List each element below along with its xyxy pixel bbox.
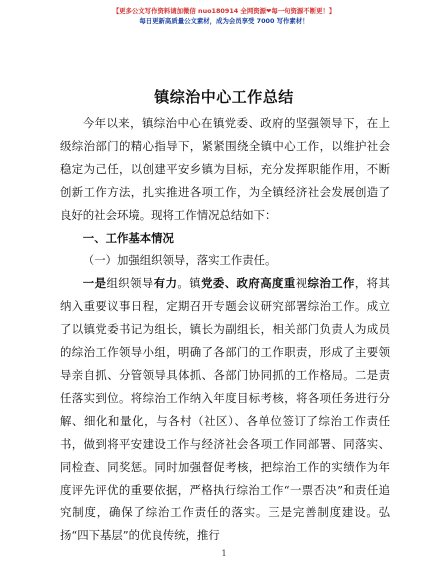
document-title: 镇综治中心工作总结 <box>154 88 294 106</box>
promo-banner-line-2: 每日更新高质量公文素材，成为会员享受 7000 写作素材！ <box>139 17 309 25</box>
promo-banner <box>0 6 448 26</box>
body-text: 视 <box>295 276 308 291</box>
section-heading-1: 一、工作基本情况 <box>82 230 174 245</box>
body-paragraph-2 <box>60 272 390 547</box>
subsection-heading-1: （一）加强组织领导，落实工作责任。 <box>82 253 277 268</box>
emphasis-text: 综治工作 <box>307 276 355 291</box>
emphasis-text: 有力 <box>153 276 178 291</box>
emphasis-text: 一是 <box>82 276 107 291</box>
body-text: ，将其纳入重要议事日程，定期召开专题会议研究部署综治工作。成立了以镇党委书记为组长，镇长为副组长，相关部门负责人为成员的综治工作领导小组，明确了各部门的工作职责，形成了主要领导亲自抓、分管领导具体抓、各部门协同抓的工作格局。二是责任落实到位。将综治工作纳入年度目标考核，将各项任务进行分解、细化和量化，与各村（社区）、各单位签订了综治工作责任书，做到将平安建设工作与经济社会各项工作同部署、同落实、同检查、同奖惩。同时加强督促考核，把综治工作的实绩作为年度评先评优的重要依据，严格执行综治工作“一票否决”和责任追究制度，确保了综治工作责任的落实。三是完善制度建设。弘扬“四下基层”的优良传统，推行 <box>60 276 390 543</box>
body-text: 。镇 <box>177 276 202 291</box>
page-number: 1 <box>221 549 227 558</box>
emphasis-text: 党委、政府高度重 <box>201 276 296 291</box>
document-body <box>60 112 390 547</box>
promo-banner-line-1: 【更多公文写作资料请加微信 nuo180914 全网资源❤每一句资源不断更！】 <box>112 7 336 15</box>
body-text: 组织领导 <box>106 276 154 291</box>
intro-paragraph: 今年以来，镇综治中心在镇党委、政府的坚强领导下，在上级综治部门的精心指导下，紧紧围绕全镇中心工作，以维护社会稳定为己任，以创建平安乡镇为目标，充分发挥职能作用，不断创新工作方法，扎实推进各项工作，为全镇经济社会发展创造了良好的社会环境。现将工作情况总结如下： <box>60 116 390 222</box>
